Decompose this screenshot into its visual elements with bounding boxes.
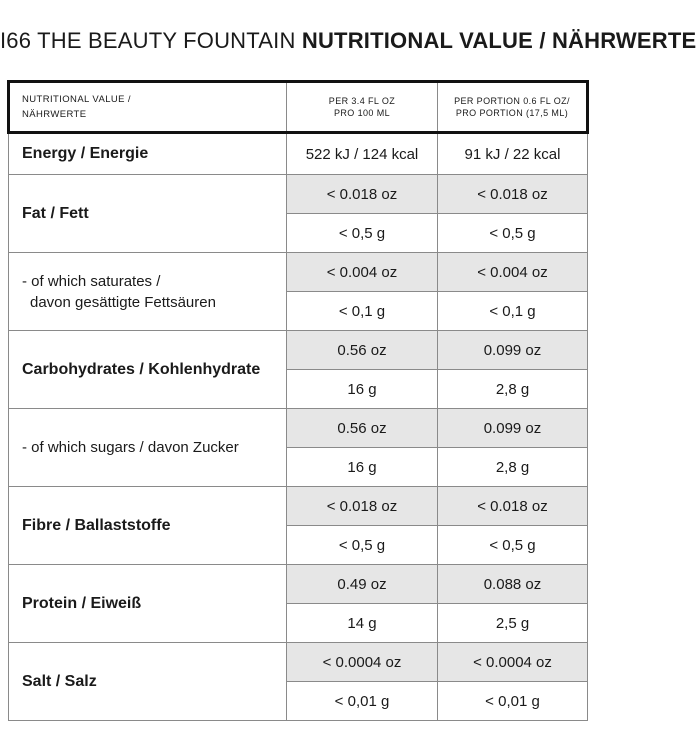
value-oz-per-100ml: 0.56 oz [287, 409, 438, 448]
value-oz-per-100ml: < 0.004 oz [287, 253, 438, 292]
value-oz-per-100ml: < 0.018 oz [287, 487, 438, 526]
value-g-per-portion: < 0,5 g [438, 214, 588, 253]
title-brand: I66 THE BEAUTY FOUNTAIN [0, 28, 296, 53]
value-oz-per-100ml: 0.56 oz [287, 331, 438, 370]
value-g-per-100ml: 14 g [287, 604, 438, 643]
page-title [0, 28, 696, 54]
table-header-row [9, 82, 588, 133]
table-row [9, 175, 588, 214]
value-oz-per-portion: < 0.018 oz [438, 175, 588, 214]
value-per-portion: 91 kJ / 22 kcal [438, 133, 588, 175]
title-heading: NUTRITIONAL VALUE / NÄHRWERTE [301, 28, 696, 53]
value-oz-per-100ml: 0.49 oz [287, 565, 438, 604]
table-row [9, 643, 588, 682]
value-oz-per-portion: 0.099 oz [438, 409, 588, 448]
value-g-per-portion: 2,8 g [438, 448, 588, 487]
row-label: Salt / Salz [9, 643, 287, 721]
row-label: Energy / Energie [9, 133, 287, 175]
value-g-per-portion: < 0,01 g [438, 682, 588, 721]
value-oz-per-portion: < 0.004 oz [438, 253, 588, 292]
value-g-per-100ml: 16 g [287, 448, 438, 487]
value-g-per-100ml: < 0,1 g [287, 292, 438, 331]
table-row [9, 487, 588, 526]
value-oz-per-100ml: < 0.0004 oz [287, 643, 438, 682]
table-row [9, 331, 588, 370]
value-oz-per-portion: 0.088 oz [438, 565, 588, 604]
table-row [9, 565, 588, 604]
row-label: Carbohydrates / Kohlenhydrate [9, 331, 287, 409]
row-label: - of which sugars / davon Zucker [9, 409, 287, 487]
value-oz-per-portion: < 0.018 oz [438, 487, 588, 526]
value-g-per-100ml: < 0,5 g [287, 214, 438, 253]
value-g-per-100ml: < 0,01 g [287, 682, 438, 721]
header-per-100ml: PER 3.4 FL OZ PRO 100 ML [287, 82, 438, 133]
value-g-per-portion: < 0,1 g [438, 292, 588, 331]
table-row [9, 409, 588, 448]
value-g-per-portion: < 0,5 g [438, 526, 588, 565]
value-g-per-portion: 2,5 g [438, 604, 588, 643]
value-oz-per-portion: 0.099 oz [438, 331, 588, 370]
table-row-energy [9, 133, 588, 175]
row-label: Fibre / Ballaststoffe [9, 487, 287, 565]
value-per-100ml: 522 kJ / 124 kcal [287, 133, 438, 175]
value-oz-per-100ml: < 0.018 oz [287, 175, 438, 214]
value-g-per-100ml: 16 g [287, 370, 438, 409]
nutrition-table [7, 80, 589, 721]
table-row [9, 253, 588, 292]
header-per-portion: PER PORTION 0.6 FL OZ/ PRO PORTION (17,5 ML) [438, 82, 588, 133]
value-oz-per-portion: < 0.0004 oz [438, 643, 588, 682]
value-g-per-portion: 2,8 g [438, 370, 588, 409]
row-label: Fat / Fett [9, 175, 287, 253]
row-label: Protein / Eiweiß [9, 565, 287, 643]
row-label: - of which saturates / davon gesättigte Fettsäuren [9, 253, 287, 331]
header-nutrient: NUTRITIONAL VALUE / NÄHRWERTE [9, 82, 287, 133]
value-g-per-100ml: < 0,5 g [287, 526, 438, 565]
